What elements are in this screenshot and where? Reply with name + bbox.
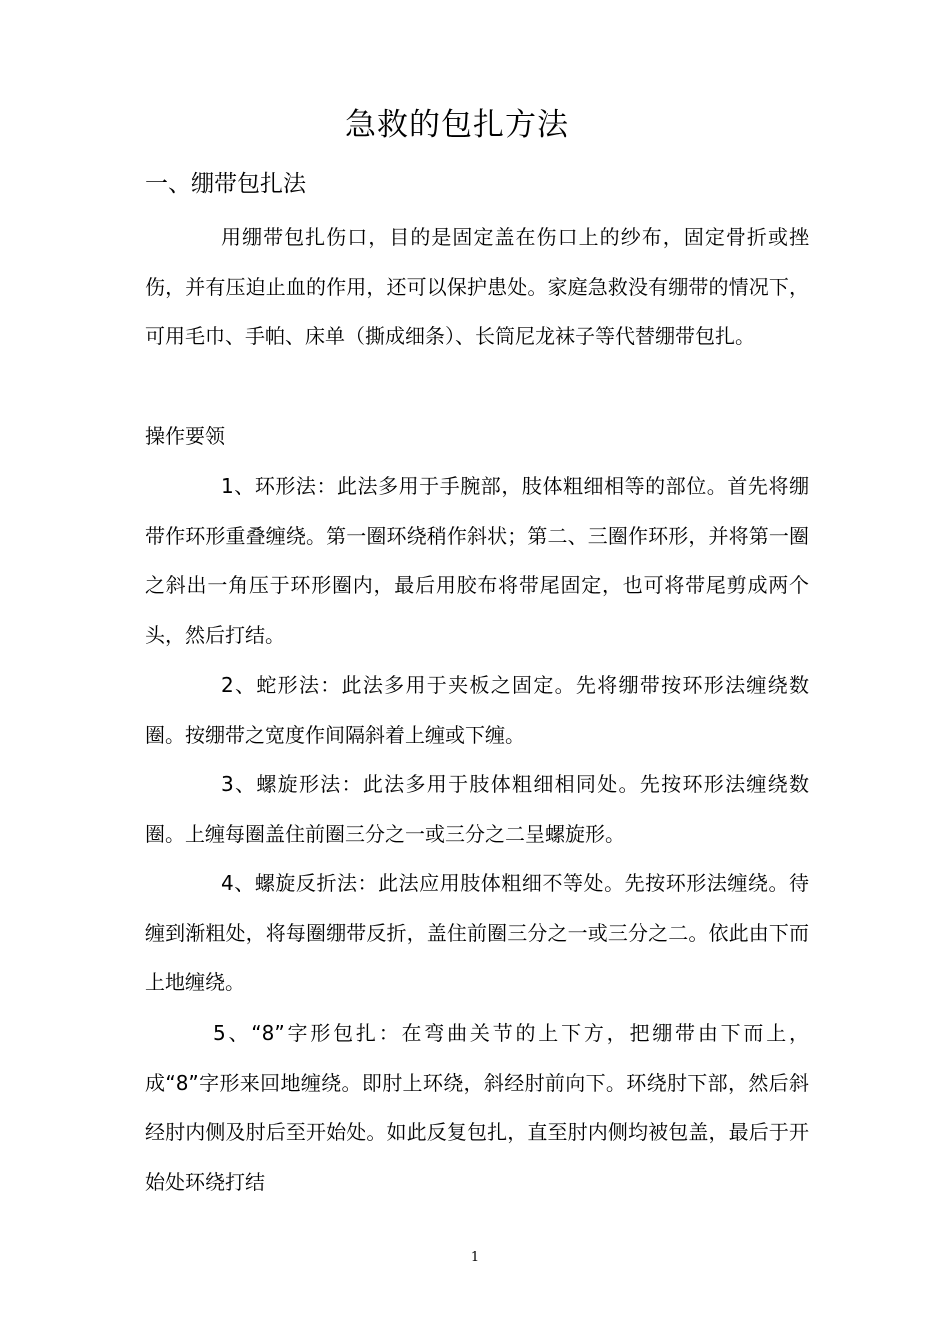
- section-heading: 一、绷带包扎法: [145, 171, 306, 197]
- method-snake-paragraph: 2、蛇形法：此法多用于夹板之固定。先将绷带按环形法缠绕数圈。按绷带之宽度作间隔斜着上缠或下缠。: [145, 673, 809, 747]
- method-ring-paragraph: 1、环形法：此法多用于手腕部，肢体粗细相等的部位。首先将绷带作环形重叠缠绕。第一圈环绕稍作斜状；第二、三圈作环形，并将第一圈之斜出一角压于环形圈内，最后用胶布将带尾固定，也可将带尾剪成两个头，然后打结。: [145, 474, 809, 648]
- page-number: 1: [470, 1250, 480, 1265]
- method-figure-eight-paragraph: 5、“8”字形包扎：在弯曲关节的上下方，把绷带由下而上，成“8”字形来回地缠绕。即肘上环绕，斜经肘前向下。环绕肘下部，然后斜经肘内侧及肘后至开始处。如此反复包扎，直至肘内侧均被包盖，最后于开始处环绕打结: [145, 1021, 809, 1195]
- method-spiral-reverse-paragraph: 4、螺旋反折法：此法应用肢体粗细不等处。先按环形法缠绕。待缠到渐粗处，将每圈绷带反折，盖住前圈三分之一或三分之二。依此由下而上地缠绕。: [145, 871, 809, 995]
- intro-paragraph: 用绷带包扎伤口，目的是固定盖在伤口上的纱布，固定骨折或挫伤，并有压迫止血的作用，还可以保护患处。家庭急救没有绷带的情况下，可用毛巾、手帕、床单（撕成细条）、长筒尼龙袜子等代替绷带包扎。: [145, 225, 809, 349]
- page-title: 急救的包扎方法: [345, 107, 569, 143]
- operation-label: 操作要领: [145, 424, 225, 448]
- method-spiral-paragraph: 3、螺旋形法：此法多用于肢体粗细相同处。先按环形法缠绕数圈。上缠每圈盖住前圈三分之一或三分之二呈螺旋形。: [145, 772, 809, 846]
